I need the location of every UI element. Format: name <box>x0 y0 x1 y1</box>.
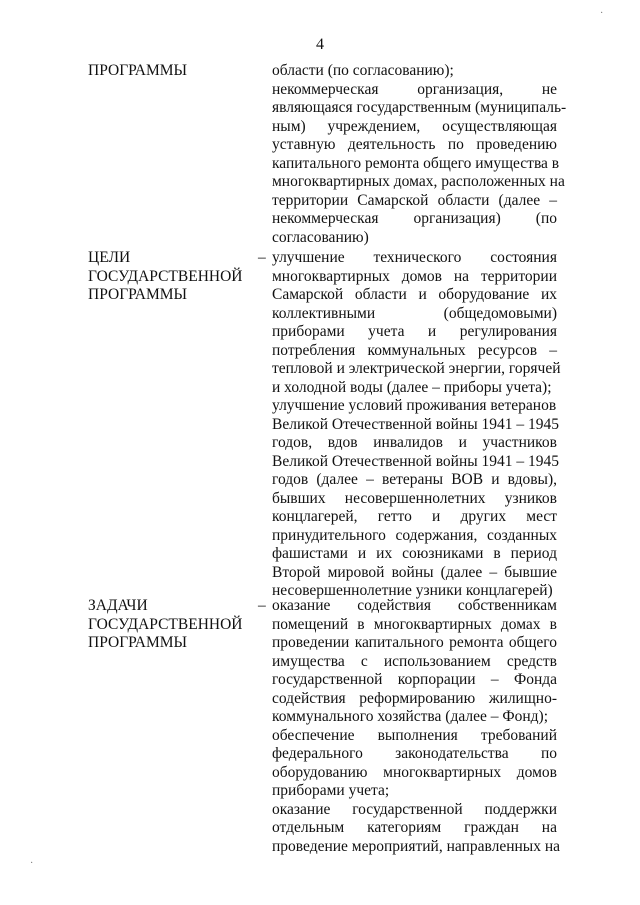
body-line: тепловой и электрической энергии, горячей <box>272 360 561 377</box>
section-body <box>272 249 561 601</box>
body-line: имущества с использованием средств <box>272 652 557 670</box>
body-line: приборами учета и регулирования <box>272 323 557 340</box>
body-line: годов (далее – ветераны ВОВ и вдовы), <box>272 471 557 488</box>
scan-speck: · <box>600 8 604 19</box>
page-number: 4 <box>316 36 324 53</box>
body-line: несовершеннолетние узники концлагерей) <box>272 582 553 599</box>
section-label <box>88 62 258 81</box>
label-line: ГОСУДАРСТВЕННОЙ <box>88 267 243 285</box>
body-line: являющаяся государственным (муниципаль- <box>272 99 567 116</box>
body-line: ным) учреждением, осуществляющая <box>272 117 557 135</box>
body-line: многоквартирных домов на территории <box>272 267 557 285</box>
section-label <box>88 249 258 305</box>
body-line: годов, вдов инвалидов и участников <box>272 434 557 451</box>
body-line: обеспечение выполнения требований <box>272 726 557 744</box>
body-line: оборудованию многоквартирных домов <box>272 763 557 781</box>
body-line: принудительного содержания, созданных <box>272 526 557 544</box>
section-body <box>272 62 567 247</box>
body-line: территории Самарской области (далее – <box>272 191 557 209</box>
label-line: ПРОГРАММЫ <box>88 286 188 303</box>
scan-speck: · <box>30 858 34 869</box>
body-line: коллективными (общедомовыми) <box>272 304 557 322</box>
body-line: содействия реформированию жилищно- <box>272 689 557 707</box>
body-line: уставную деятельность по проведению <box>272 136 557 153</box>
body-line: приборами учета; <box>272 782 390 799</box>
body-line: помещений в многоквартирных домах в <box>272 615 557 633</box>
dash-separator: – <box>258 249 266 266</box>
body-line: многоквартирных домах, расположенных на <box>272 173 565 190</box>
body-line: улучшение условий проживания ветеранов <box>272 397 557 414</box>
section-body <box>272 597 561 856</box>
body-line: проведение мероприятий, направленных на <box>272 837 561 855</box>
body-line: отдельным категориям граждан на <box>272 819 557 836</box>
label-line: ЦЕЛИ <box>88 249 131 266</box>
dash-separator: – <box>258 597 266 614</box>
label-line: ГОСУДАРСТВЕННОЙ <box>88 615 243 633</box>
body-line: некоммерческая организация, не <box>272 80 557 98</box>
body-line: фашистами и их союзниками в период <box>272 545 557 562</box>
body-line: бывших несовершеннолетних узников <box>272 489 557 507</box>
label-line: ПРОГРАММЫ <box>88 62 188 79</box>
body-line: коммунального хозяйства (далее – Фонд); <box>272 708 549 725</box>
body-line: оказание государственной поддержки <box>272 800 557 818</box>
body-line: некоммерческая организация) (по <box>272 210 557 227</box>
body-line: Великой Отечественной войны 1941 – 1945 <box>272 452 560 470</box>
body-line: концлагерей, гетто и других мест <box>272 508 557 525</box>
label-line: ЗАДАЧИ <box>88 597 148 614</box>
body-line: согласованию) <box>272 228 369 246</box>
body-line: капитального ремонта общего имущества в <box>272 154 560 172</box>
body-line: федерального законодательства по <box>272 745 557 762</box>
body-line: Самарской области и оборудование их <box>272 286 557 303</box>
section-label <box>88 597 258 653</box>
body-line: оказание содействия собственникам <box>272 597 557 614</box>
body-line: Великой Отечественной войны 1941 – 1945 <box>272 415 560 433</box>
body-line: и холодной воды (далее – приборы учета); <box>272 378 552 396</box>
body-line: государственной корпорации – Фонда <box>272 671 557 688</box>
body-line: Второй мировой войны (далее – бывшие <box>272 563 557 581</box>
body-line: проведении капитального ремонта общего <box>272 634 557 651</box>
body-line: улучшение технического состояния <box>272 249 557 266</box>
body-line: потребления коммунальных ресурсов – <box>272 341 557 359</box>
label-line: ПРОГРАММЫ <box>88 634 188 651</box>
body-line: области (по согласованию); <box>272 62 454 79</box>
